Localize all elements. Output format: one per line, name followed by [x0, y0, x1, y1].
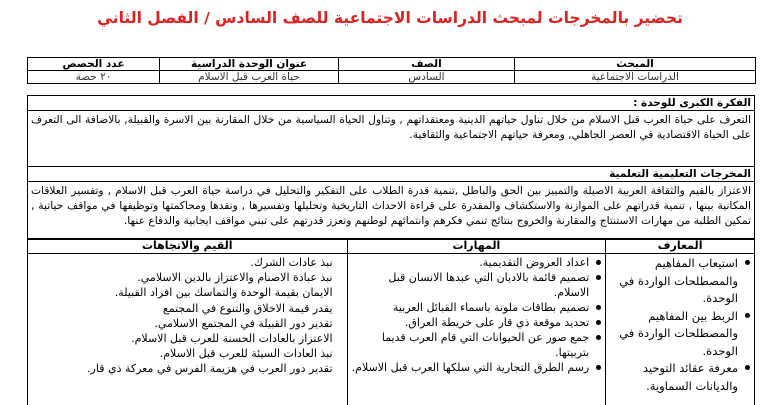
info-table-header-row: [28, 58, 756, 71]
list-item: الربط بين المفاهيم والمصطلحات الواردة في الوحدة.: [610, 308, 738, 361]
list-item: معرفة عقائد التوحيد والديانات السماوية.: [610, 360, 738, 395]
list-item: تصميم بطاقات ملونة باسماء القبائل العربية: [352, 300, 590, 315]
list-item: تحديد موقعة ذي قار على خريطة العراق.: [352, 315, 590, 330]
list-item: نبذ عادات الشرك.: [250, 256, 333, 269]
values-column: [27, 238, 347, 405]
lessons-count-label: عدد الحصص: [28, 58, 160, 71]
learning-outcomes-section: [27, 166, 755, 240]
subject-label: المبحث: [515, 58, 756, 71]
list-item: يقدر قيمة الاخلاق والتنوع في المجتمع: [162, 301, 333, 315]
list-item: الايمان بقيمة الوحدة والتماسك بين افراد القبيلة.: [114, 286, 333, 300]
list-item: استيعاب المفاهيم والمصطلحات الواردة في الوحدة.: [610, 255, 738, 308]
skills-list: [348, 254, 606, 375]
skills-header: المهارات: [348, 239, 606, 254]
list-item: تقدير دور القبيلة في المجتمع الاسلامي.: [154, 316, 333, 330]
list-item: نبذ العادات السيئة للعرب قبل الاسلام.: [159, 347, 333, 361]
lessons-count-value: ٢٠ حصة: [28, 71, 160, 84]
unit-title-value: حياة العرب قبل الاسلام: [160, 71, 339, 84]
skills-column: [347, 238, 606, 405]
values-header: القيم والاتجاهات: [28, 239, 347, 254]
list-item: تقدير دور العرب في هزيمة الفرس في معركة ذي قار.: [87, 362, 333, 376]
info-table: [27, 57, 756, 84]
unit-title-label: عنوان الوحدة الدراسية: [160, 58, 339, 71]
info-table-value-row: [28, 71, 756, 84]
learning-outcomes-label: المخرجات التعليمية التعلمية: [28, 167, 754, 182]
list-item: اعداد العروض التقديمية.: [352, 255, 590, 270]
knowledge-header: المعارف: [606, 239, 754, 254]
knowledge-list: [606, 254, 754, 395]
big-idea-label: الفكرة الكبرى للوحدة :: [28, 96, 754, 111]
grade-label: الصف: [339, 58, 515, 71]
outcomes-columns: [27, 238, 755, 405]
page-title: تحضير بالمخرجات لمبحث الدراسات الاجتماعية للصف السادس / الفصل الثاني: [97, 9, 683, 27]
learning-outcomes-text: الاعتزاز بالقيم والثقافة العربية الاصيلة والتمييز بين الحق والباطل ,تنمية قدرة الطلاب على التفكير والتحليل في دراسة حياة العرب قبل الاسلام , وتفسير العلاقات المكانية بينها , تنمية قدراتهم على الموازنة والاستكشاف والمقدرة على قراءة الاحداث التاريخية وتحليلها وتفسيرها , ونقدها ومحاكمتها وتوظيفها في مواقف حياتية , تمكين الطلبة من مهارات الاستنتاج والمقارنة والخروج بنتائج تنمي فكرهم وانتمائهم لوطنهم وتعزز قدرتهم على تبني مواقف ايجابية والدفاع عنها.: [31, 184, 751, 228]
list-item: جمع صور عن الحيوانات التي قام العرب قديما بتربيتها.: [352, 330, 590, 360]
big-idea-section: [27, 95, 755, 167]
list-item: نبذ عبادة الاصنام والاعتزاز بالدين الاسلامي.: [137, 271, 333, 285]
list-item: الاعتزاز بالعادات الحسنة للعرب قبل الاسلام.: [131, 332, 333, 346]
values-list: [28, 254, 347, 377]
list-item: تصميم قائمة بالاديان التي عبدها الانسان قبل الاسلام.: [352, 270, 590, 300]
big-idea-text: التعرف على حياة العرب قبل الاسلام من خلال تناول حياتهم الدينية ومعتقداتهم , وتناول الحياة السياسية من خلال المقارنة بين الاسرة والقبيلة, بالاضافة الى التعرف على الحياة الاقتصادية في العصر الجاهلي, ومعرفة حياتهم الاجتماعية والثقافية.: [31, 113, 751, 142]
list-item: رسم الطرق التجارية التي سلكها العرب قبل الاسلام.: [351, 361, 590, 374]
grade-value: السادس: [339, 71, 515, 84]
knowledge-column: [605, 238, 755, 405]
subject-value: الدراسات الاجتماعية: [515, 71, 756, 84]
